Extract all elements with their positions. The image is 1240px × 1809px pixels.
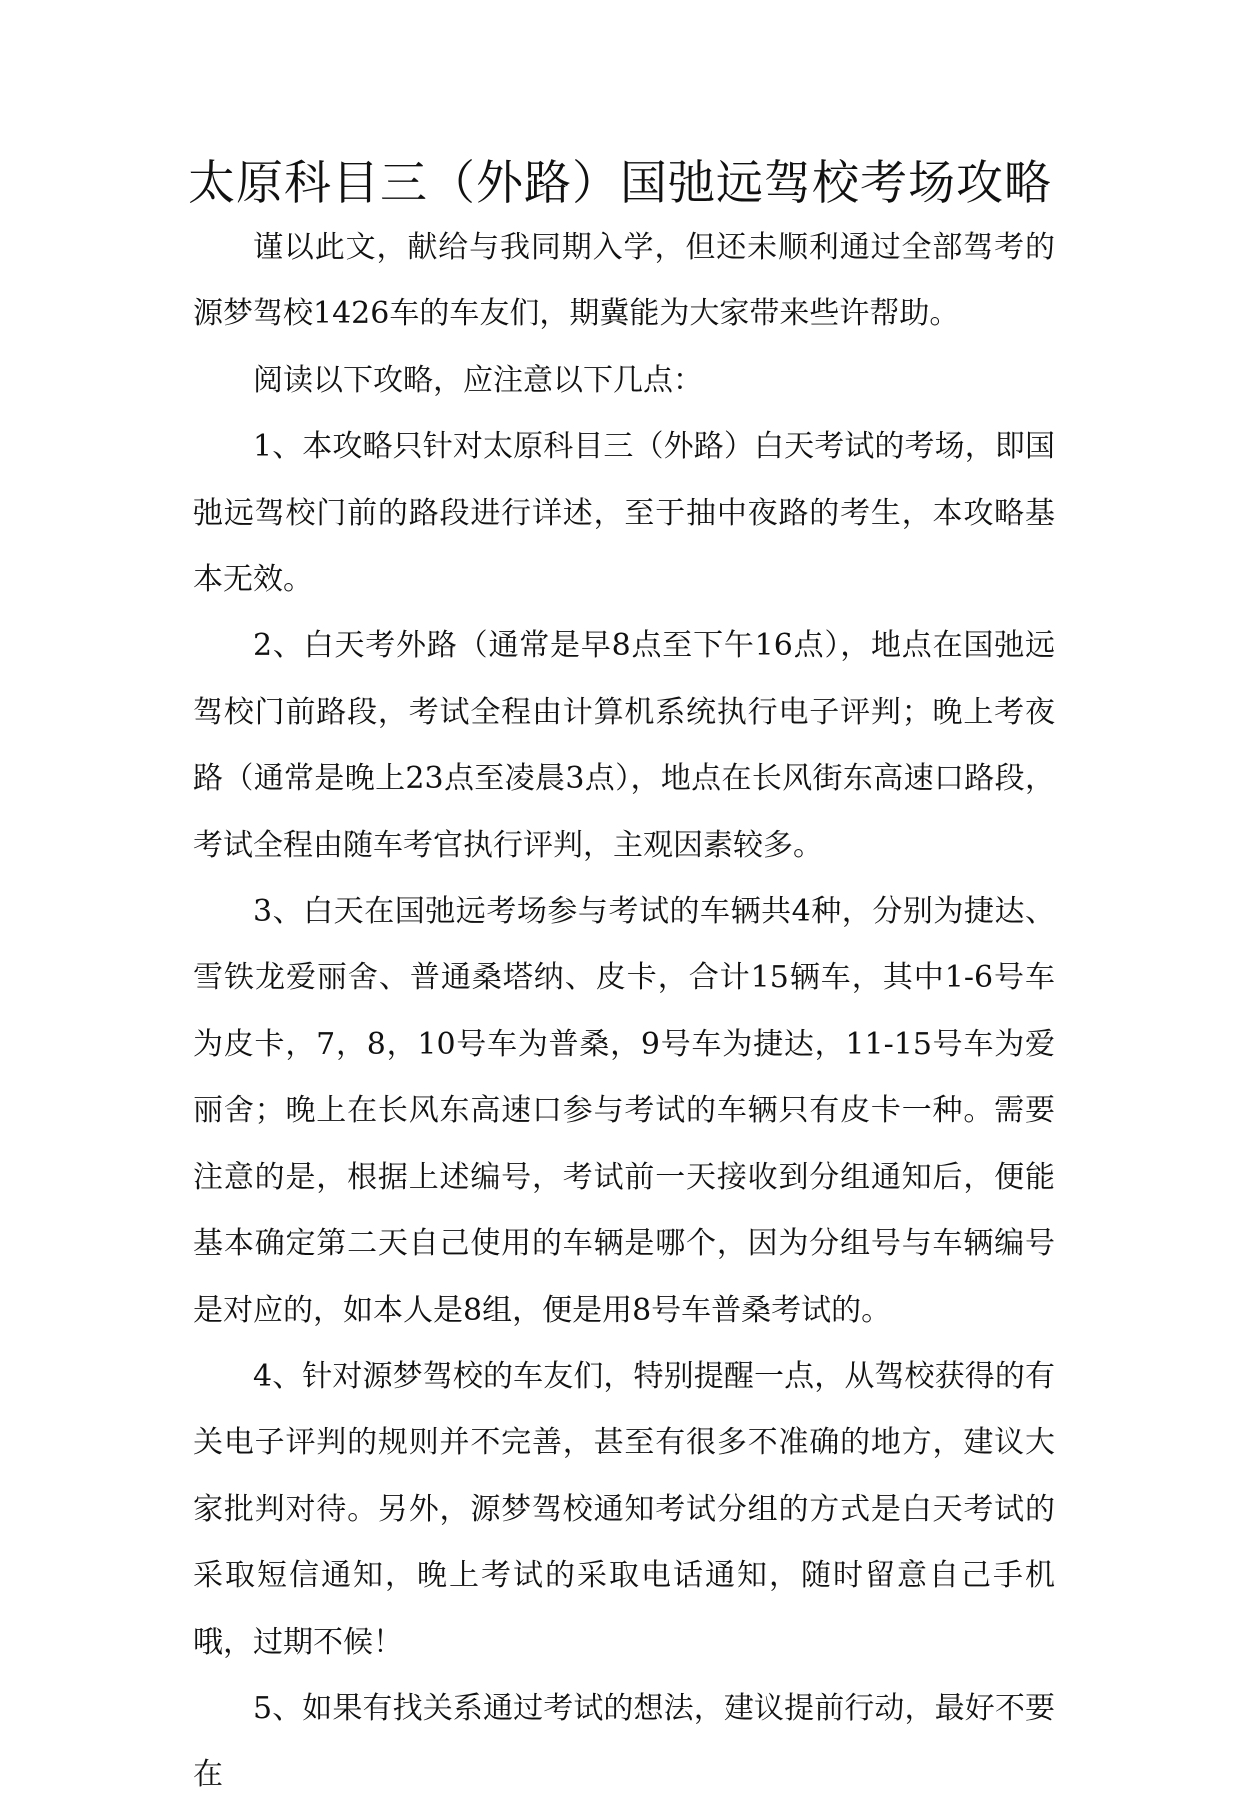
paragraph-point-2: 2、白天考外路（通常是早8点至下午16点），地点在国弛远驾校门前路段，考试全程由计算机系统执行电子评判；晚上考夜路（通常是晚上23点至凌晨3点），地点在长风街东高速口路段，考试全程由随车考官执行评判，主观因素较多。 <box>193 628 1055 863</box>
document-body <box>193 215 1055 1809</box>
paragraph-point-5: 5、如果有找关系通过考试的想法，建议提前行动，最好不要在 <box>193 1690 1055 1793</box>
paragraph-point-3: 3、白天在国弛远考场参与考试的车辆共4种，分别为捷达、雪铁龙爱丽舍、普通桑塔纳、皮卡，合计15辆车，其中1-6号车为皮卡，7，8，10号车为普桑，9号车为捷达，11-15号车为爱丽舍；晚上在长风东高速口参与考试的车辆只有皮卡一种。需要注意的是，根据上述编号，考试前一天接收到分组通知后，便能基本确定第二天自己使用的车辆是哪个，因为分组号与车辆编号是对应的，如本人是8组，便是用8号车普桑考试的。 <box>193 894 1055 1328</box>
paragraph-point-4: 4、针对源梦驾校的车友们，特别提醒一点，从驾校获得的有关电子评判的规则并不完善，甚至有很多不准确的地方，建议大家批判对待。另外，源梦驾校通知考试分组的方式是白天考试的采取短信通知，晚上考试的采取电话通知，随时留意自己手机哦，过期不候！ <box>193 1358 1055 1660</box>
paragraph-dedication: 谨以此文，献给与我同期入学，但还未顺利通过全部驾考的源梦驾校1426车的车友们，期冀能为大家带来些许帮助。 <box>193 230 1055 332</box>
paragraph-point-1: 1、本攻略只针对太原科目三（外路）白天考试的考场，即国弛远驾校门前的路段进行详述，至于抽中夜路的考生，本攻略基本无效。 <box>193 429 1055 598</box>
page-title: 太原科目三（外路）国弛远驾校考场攻略 <box>188 156 1052 211</box>
paragraph-reading-notes: 阅读以下攻略，应注意以下几点： <box>253 362 703 398</box>
